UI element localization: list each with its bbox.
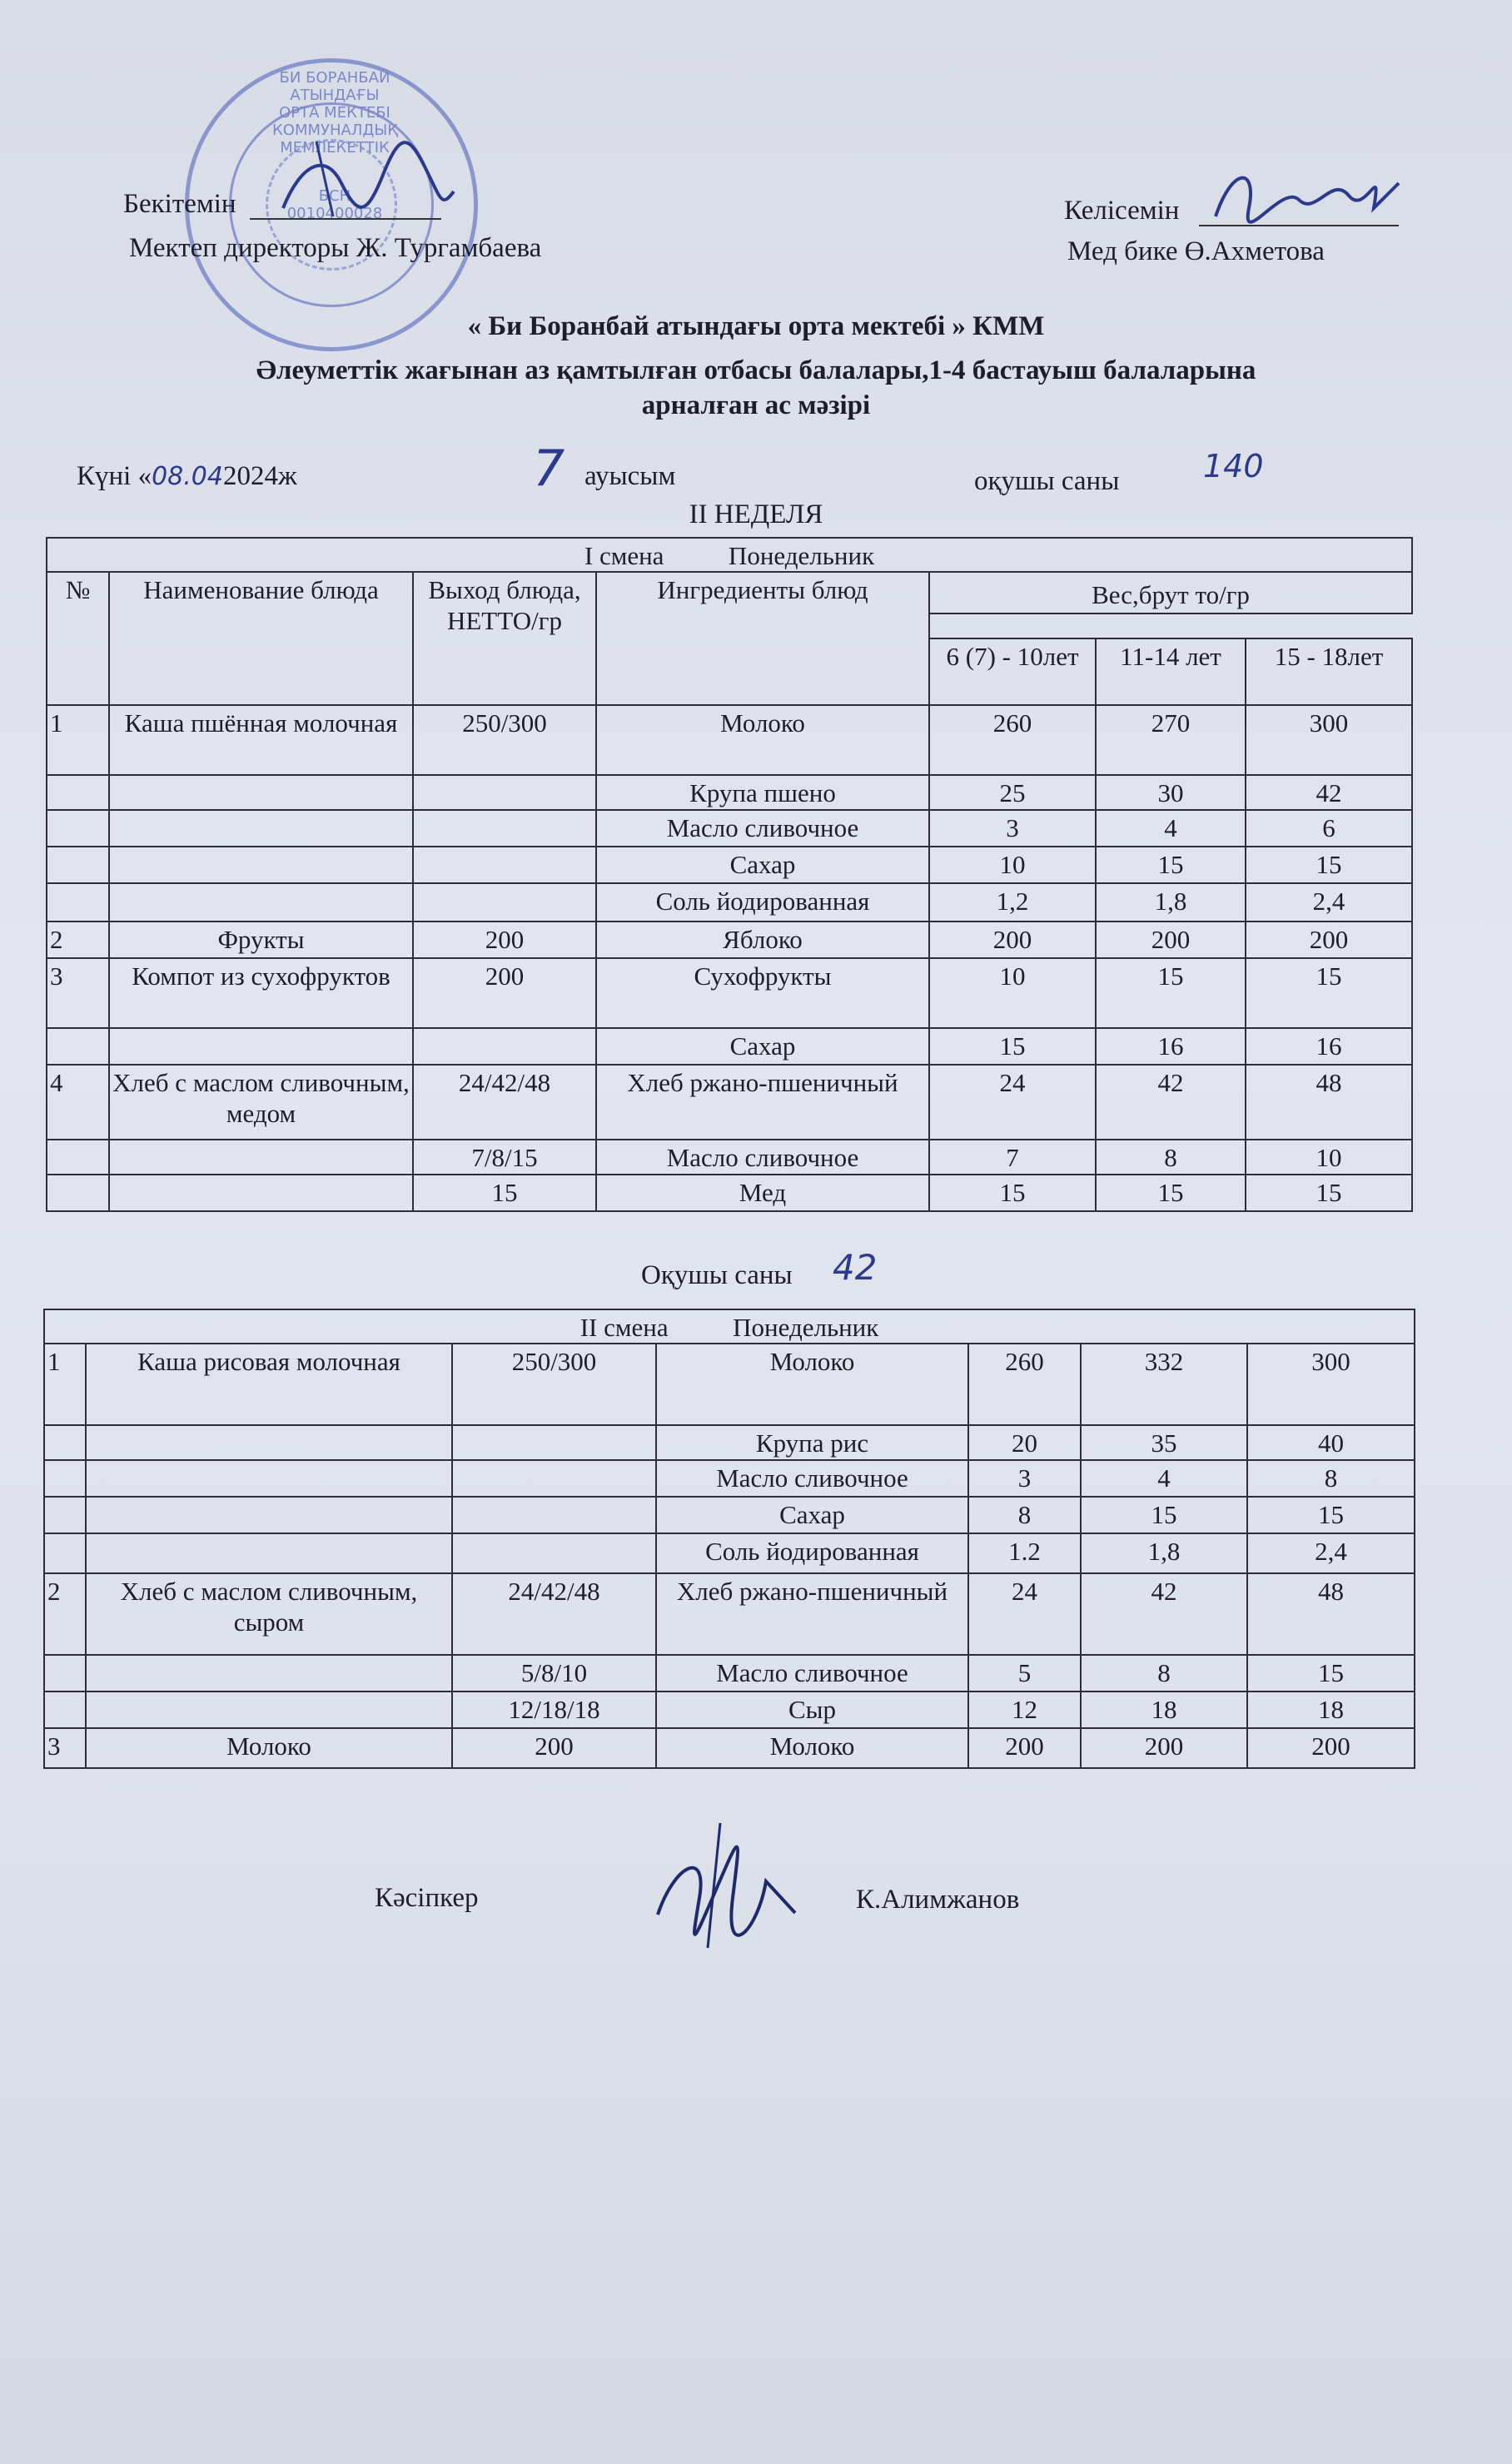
row-ingredient: Соль йодированная xyxy=(596,883,929,922)
row-yield: 15 xyxy=(413,1175,596,1211)
row-weight-15-18: 15 xyxy=(1247,1497,1415,1533)
row-weight-6-10: 260 xyxy=(968,1344,1081,1425)
row-weight-6-10: 7 xyxy=(929,1140,1096,1175)
row-dish xyxy=(86,1497,452,1533)
row-weight-15-18: 10 xyxy=(1246,1140,1412,1175)
row-weight-11-14: 18 xyxy=(1081,1692,1247,1728)
nurse-name: Мед бике Ө.Ахметова xyxy=(1067,236,1325,266)
row-yield xyxy=(413,775,596,810)
table-row xyxy=(44,1460,1415,1497)
table-row xyxy=(44,1497,1415,1533)
header-age-15-18: 15 - 18лет xyxy=(1246,638,1412,705)
row-num: 3 xyxy=(47,958,109,1028)
pupils-label: оқушы саны xyxy=(974,466,1120,496)
agree-label: Келісемін xyxy=(1064,196,1180,226)
row-yield xyxy=(452,1533,656,1573)
row-num xyxy=(47,810,109,847)
row-dish xyxy=(109,810,413,847)
row-weight-11-14: 15 xyxy=(1081,1497,1247,1533)
table-row xyxy=(47,810,1412,847)
row-yield: 24/42/48 xyxy=(413,1065,596,1140)
row-ingredient: Масло сливочное xyxy=(596,1140,929,1175)
row-weight-6-10: 200 xyxy=(929,922,1096,958)
row-weight-11-14: 8 xyxy=(1096,1140,1246,1175)
table-row xyxy=(47,705,1412,775)
row-ingredient: Молоко xyxy=(656,1344,968,1425)
row-weight-6-10: 15 xyxy=(929,1028,1096,1065)
row-num: 1 xyxy=(47,705,109,775)
row-weight-11-14: 200 xyxy=(1081,1728,1247,1768)
row-weight-15-18: 42 xyxy=(1246,775,1412,810)
row-weight-6-10: 3 xyxy=(929,810,1096,847)
row-yield: 200 xyxy=(452,1728,656,1768)
row-weight-15-18: 2,4 xyxy=(1246,883,1412,922)
row-weight-11-14: 4 xyxy=(1081,1460,1247,1497)
row-ingredient: Сухофрукты xyxy=(596,958,929,1028)
row-weight-15-18: 15 xyxy=(1246,847,1412,883)
row-dish xyxy=(86,1533,452,1573)
shift-handwritten: 7 xyxy=(533,440,565,498)
row-weight-11-14: 15 xyxy=(1096,1175,1246,1211)
row-dish xyxy=(86,1460,452,1497)
row-weight-6-10: 24 xyxy=(968,1573,1081,1655)
header-ingredients: Ингредиенты блюд xyxy=(596,572,929,705)
row-weight-6-10: 260 xyxy=(929,705,1096,775)
row-ingredient: Сахар xyxy=(596,1028,929,1065)
row-dish xyxy=(109,775,413,810)
week-label: II НЕДЕЛЯ xyxy=(689,499,823,529)
row-ingredient: Соль йодированная xyxy=(656,1533,968,1573)
school-title: « Би Боранбай атындағы орта мектебі » КММ xyxy=(467,311,1045,341)
row-weight-6-10: 25 xyxy=(929,775,1096,810)
row-ingredient: Масло сливочное xyxy=(656,1655,968,1692)
row-ingredient: Хлеб ржано-пшеничный xyxy=(596,1065,929,1140)
header-age-11-14: 11-14 лет xyxy=(1096,638,1246,705)
row-weight-6-10: 12 xyxy=(968,1692,1081,1728)
row-weight-15-18: 200 xyxy=(1246,922,1412,958)
row-ingredient: Хлеб ржано-пшеничный xyxy=(656,1573,968,1655)
row-weight-15-18: 15 xyxy=(1247,1655,1415,1692)
header-yield: Выход блюда, НЕТТО/гр xyxy=(413,572,596,705)
menu-subtitle: арналған ас мәзірі xyxy=(641,390,871,420)
table-row xyxy=(44,1728,1415,1768)
row-weight-11-14: 270 xyxy=(1096,705,1246,775)
row-weight-11-14: 1,8 xyxy=(1081,1533,1247,1573)
row-weight-6-10: 5 xyxy=(968,1655,1081,1692)
row-weight-15-18: 300 xyxy=(1247,1344,1415,1425)
row-weight-15-18: 15 xyxy=(1246,958,1412,1028)
row-weight-15-18: 6 xyxy=(1246,810,1412,847)
row-weight-15-18: 8 xyxy=(1247,1460,1415,1497)
row-num xyxy=(44,1533,86,1573)
row-num: 3 xyxy=(44,1728,86,1768)
row-num xyxy=(47,883,109,922)
header-age-6-10: 6 (7) - 10лет xyxy=(929,638,1096,705)
row-weight-6-10: 10 xyxy=(929,958,1096,1028)
entrepreneur-name: К.Алимжанов xyxy=(856,1885,1020,1915)
row-dish: Каша пшённая молочная xyxy=(109,705,413,775)
header-weight: Вес,брут то/гр xyxy=(929,572,1412,614)
pupils-2-label: Оқушы саны xyxy=(641,1260,793,1290)
row-dish xyxy=(86,1692,452,1728)
header-dish: Наименование блюда xyxy=(109,572,413,705)
row-weight-6-10: 24 xyxy=(929,1065,1096,1140)
row-num xyxy=(47,1175,109,1211)
table-row xyxy=(44,1655,1415,1692)
table-row xyxy=(47,1065,1412,1140)
director-signature xyxy=(266,117,458,233)
row-dish xyxy=(109,1028,413,1065)
nurse-signature xyxy=(1207,150,1407,233)
stamp-code: БСН 0010400028 xyxy=(286,187,383,222)
row-ingredient: Сахар xyxy=(596,847,929,883)
row-ingredient: Крупа пшено xyxy=(596,775,929,810)
row-weight-15-18: 18 xyxy=(1247,1692,1415,1728)
row-yield: 24/42/48 xyxy=(452,1573,656,1655)
row-num xyxy=(44,1497,86,1533)
row-ingredient: Сыр xyxy=(656,1692,968,1728)
row-weight-11-14: 332 xyxy=(1081,1344,1247,1425)
row-num xyxy=(44,1460,86,1497)
row-ingredient: Масло сливочное xyxy=(656,1460,968,1497)
table-row xyxy=(47,1140,1412,1175)
shift-2-header: II смена Понедельник xyxy=(44,1309,1415,1344)
row-weight-6-10: 1,2 xyxy=(929,883,1096,922)
row-weight-15-18: 200 xyxy=(1247,1728,1415,1768)
menu-table-shift-2 xyxy=(43,1309,1415,1769)
row-yield xyxy=(452,1497,656,1533)
header-num: № xyxy=(47,572,109,705)
row-dish: Хлеб с маслом сливочным, медом xyxy=(109,1065,413,1140)
row-yield: 250/300 xyxy=(413,705,596,775)
row-dish: Молоко xyxy=(86,1728,452,1768)
row-ingredient: Яблоко xyxy=(596,922,929,958)
row-weight-11-14: 1,8 xyxy=(1096,883,1246,922)
row-dish xyxy=(86,1425,452,1460)
row-num: 2 xyxy=(44,1573,86,1655)
row-weight-11-14: 15 xyxy=(1096,958,1246,1028)
row-num: 1 xyxy=(44,1344,86,1425)
row-yield: 7/8/15 xyxy=(413,1140,596,1175)
table-row xyxy=(47,1175,1412,1211)
row-dish: Компот из сухофруктов xyxy=(109,958,413,1028)
menu-title: Әлеуметтік жағынан аз қамтылған отбасы балалары,1-4 бастауыш балаларына xyxy=(256,355,1256,385)
table-row xyxy=(47,775,1412,810)
row-dish xyxy=(109,1140,413,1175)
row-weight-11-14: 42 xyxy=(1081,1573,1247,1655)
row-weight-6-10: 1.2 xyxy=(968,1533,1081,1573)
row-num: 4 xyxy=(47,1065,109,1140)
shift-label: ауысым xyxy=(584,461,676,491)
row-dish: Хлеб с маслом сливочным, сыром xyxy=(86,1573,452,1655)
row-yield xyxy=(452,1460,656,1497)
director-name: Мектеп директоры Ж. Тургамбаева xyxy=(129,233,542,263)
row-weight-6-10: 10 xyxy=(929,847,1096,883)
row-yield: 200 xyxy=(413,922,596,958)
table-row xyxy=(44,1425,1415,1460)
row-dish xyxy=(86,1655,452,1692)
row-dish: Фрукты xyxy=(109,922,413,958)
row-num xyxy=(47,775,109,810)
row-weight-11-14: 30 xyxy=(1096,775,1246,810)
table-row xyxy=(44,1344,1415,1425)
row-weight-15-18: 16 xyxy=(1246,1028,1412,1065)
date-suffix: 2024ж xyxy=(222,461,297,491)
row-weight-11-14: 35 xyxy=(1081,1425,1247,1460)
row-weight-15-18: 40 xyxy=(1247,1425,1415,1460)
table-row xyxy=(47,922,1412,958)
row-weight-11-14: 42 xyxy=(1096,1065,1246,1140)
table-row xyxy=(44,1573,1415,1655)
entrepreneur-label: Кәсіпкер xyxy=(375,1883,479,1913)
row-yield xyxy=(413,810,596,847)
row-yield: 250/300 xyxy=(452,1344,656,1425)
row-weight-6-10: 3 xyxy=(968,1460,1081,1497)
row-weight-15-18: 48 xyxy=(1247,1573,1415,1655)
row-yield xyxy=(413,883,596,922)
row-num xyxy=(44,1655,86,1692)
row-weight-11-14: 15 xyxy=(1096,847,1246,883)
row-ingredient: Крупа рис xyxy=(656,1425,968,1460)
row-weight-6-10: 200 xyxy=(968,1728,1081,1768)
table-row xyxy=(44,1692,1415,1728)
row-num xyxy=(44,1692,86,1728)
row-num xyxy=(47,1140,109,1175)
row-yield xyxy=(413,847,596,883)
entrepreneur-signature xyxy=(641,1815,799,1956)
row-ingredient: Молоко xyxy=(596,705,929,775)
row-ingredient: Мед xyxy=(596,1175,929,1211)
row-yield xyxy=(413,1028,596,1065)
row-num xyxy=(44,1425,86,1460)
row-weight-15-18: 48 xyxy=(1246,1065,1412,1140)
row-weight-6-10: 8 xyxy=(968,1497,1081,1533)
date-field xyxy=(77,460,297,494)
table-row xyxy=(47,1028,1412,1065)
row-yield xyxy=(452,1425,656,1460)
row-dish: Каша рисовая молочная xyxy=(86,1344,452,1425)
row-weight-11-14: 4 xyxy=(1096,810,1246,847)
date-handwritten: 08.04 xyxy=(152,462,223,491)
row-ingredient: Молоко xyxy=(656,1728,968,1768)
row-yield: 12/18/18 xyxy=(452,1692,656,1728)
shift-header: I смена Понедельник xyxy=(47,538,1412,572)
row-weight-6-10: 20 xyxy=(968,1425,1081,1460)
row-weight-11-14: 16 xyxy=(1096,1028,1246,1065)
row-ingredient: Сахар xyxy=(656,1497,968,1533)
row-weight-6-10: 15 xyxy=(929,1175,1096,1211)
row-dish xyxy=(109,1175,413,1211)
table-row xyxy=(44,1533,1415,1573)
row-ingredient: Масло сливочное xyxy=(596,810,929,847)
table-row xyxy=(47,883,1412,922)
row-yield: 5/8/10 xyxy=(452,1655,656,1692)
row-yield: 200 xyxy=(413,958,596,1028)
date-prefix: Күні « xyxy=(77,461,152,491)
row-dish xyxy=(109,883,413,922)
row-num xyxy=(47,1028,109,1065)
row-weight-11-14: 200 xyxy=(1096,922,1246,958)
row-dish xyxy=(109,847,413,883)
row-num: 2 xyxy=(47,922,109,958)
table-row xyxy=(47,847,1412,883)
row-weight-15-18: 300 xyxy=(1246,705,1412,775)
table-row xyxy=(47,958,1412,1028)
row-weight-11-14: 8 xyxy=(1081,1655,1247,1692)
row-weight-15-18: 2,4 xyxy=(1247,1533,1415,1573)
pupils-2-handwritten: 42 xyxy=(833,1247,878,1288)
approve-label: Бекітемін xyxy=(123,189,236,219)
stamp-text: БИ БОРАНБАЙ АТЫНДАҒЫ ОРТА МЕКТЕБІ КОММУНАЛДЫҚ МЕМЛЕКЕТТІК xyxy=(272,69,399,156)
row-num xyxy=(47,847,109,883)
menu-table-shift-1 xyxy=(46,537,1413,1212)
row-weight-15-18: 15 xyxy=(1246,1175,1412,1211)
pupils-handwritten: 140 xyxy=(1203,448,1264,484)
